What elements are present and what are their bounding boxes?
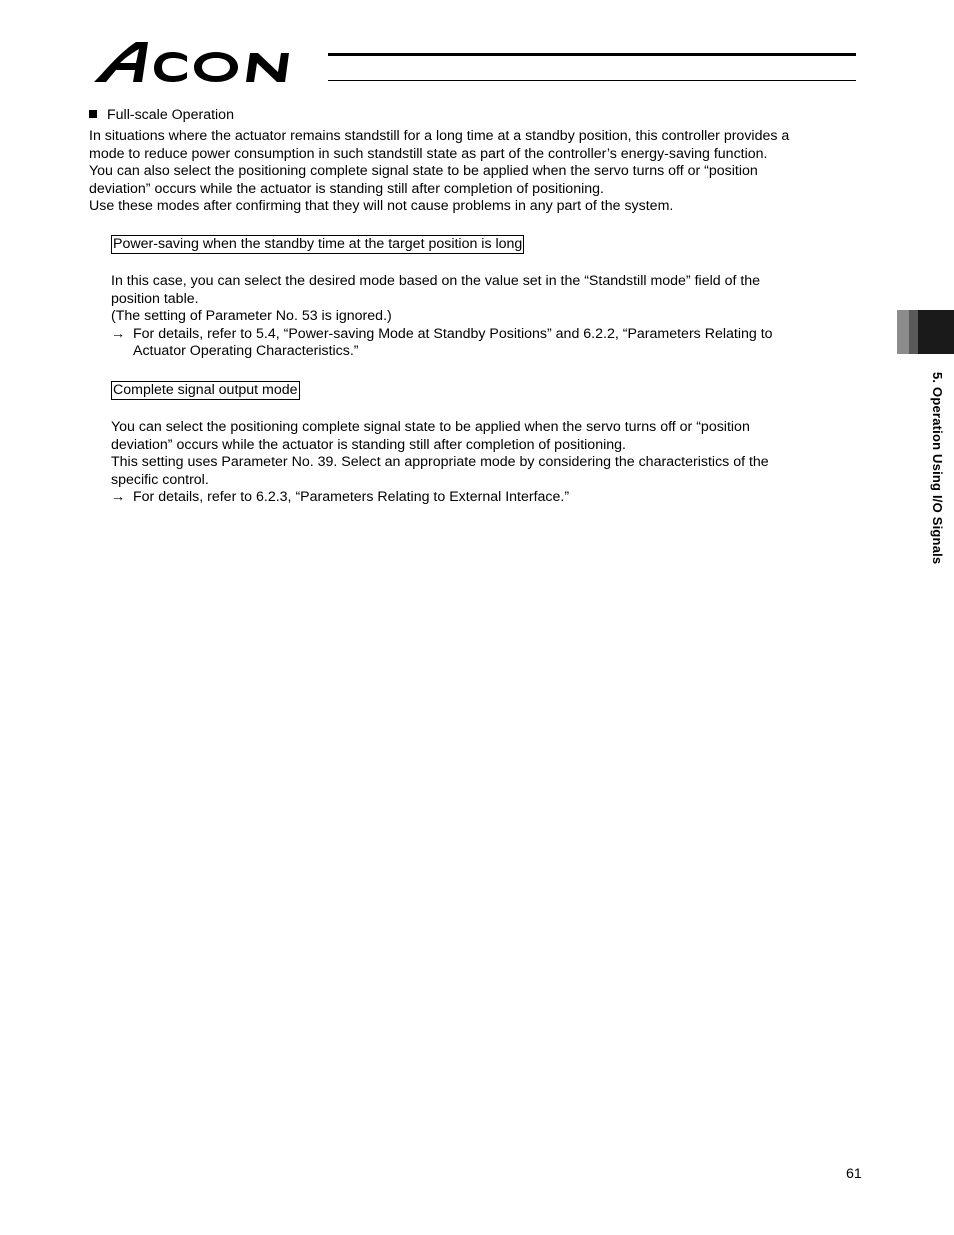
complete-signal-reference bbox=[111, 489, 769, 507]
header-rule-thick bbox=[328, 53, 856, 56]
complete-signal-line: This setting uses Parameter No. 39. Select an appropriate mode by considering the characteristics of the bbox=[111, 454, 769, 471]
acon-logo bbox=[92, 36, 332, 86]
intro-line: Use these modes after confirming that they will not cause problems in any part of the system. bbox=[89, 198, 674, 215]
power-saving-title: Power-saving when the standby time at the target position is long bbox=[113, 236, 523, 252]
complete-signal-title: Complete signal output mode bbox=[113, 382, 298, 398]
chapter-tab-light bbox=[897, 310, 909, 354]
intro-paragraph bbox=[89, 128, 789, 216]
power-saving-line: position table. bbox=[111, 290, 199, 307]
intro-line: You can also select the positioning complete signal state to be applied when the servo turns off or “position bbox=[89, 163, 758, 180]
complete-signal-body bbox=[111, 419, 769, 507]
complete-signal-line: specific control. bbox=[111, 471, 209, 488]
power-saving-reference bbox=[111, 326, 773, 361]
chapter-tab-dark bbox=[918, 310, 954, 354]
reference-line: For details, refer to 6.2.3, “Parameters Relating to External Interface.” bbox=[133, 489, 570, 506]
header-rule-thin bbox=[328, 80, 856, 81]
chapter-tab-mid bbox=[909, 310, 918, 354]
intro-line: mode to reduce power consumption in such standstill state as part of the controller’s energy-saving function. bbox=[89, 145, 768, 162]
reference-line: For details, refer to 5.4, “Power-saving Mode at Standby Positions” and 6.2.2, “Parameters Relating to bbox=[133, 325, 773, 342]
right-arrow-icon: → bbox=[111, 489, 126, 506]
chapter-label: 5. Operation Using I/O Signals bbox=[930, 372, 945, 565]
page-number: 61 bbox=[846, 1166, 862, 1182]
right-arrow-icon: → bbox=[111, 325, 126, 342]
intro-line: In situations where the actuator remains standstill for a long time at a standby position, this controller provides a bbox=[89, 128, 790, 144]
power-saving-line: In this case, you can select the desired mode based on the value set in the “Standstill mode” field of the bbox=[111, 273, 761, 289]
section-heading-text: Full-scale Operation bbox=[107, 107, 234, 123]
power-saving-line: (The setting of Parameter No. 53 is ignored.) bbox=[111, 308, 392, 325]
section-heading bbox=[89, 107, 234, 125]
complete-signal-line: You can select the positioning complete signal state to be applied when the servo turns off or “position bbox=[111, 419, 750, 435]
reference-line: Actuator Operating Characteristics.” bbox=[133, 343, 359, 360]
intro-line: deviation” occurs while the actuator is standing still after completion of positioning. bbox=[89, 180, 604, 197]
power-saving-body bbox=[111, 273, 773, 361]
complete-signal-line: deviation” occurs while the actuator is standing still after completion of positioning. bbox=[111, 436, 626, 453]
square-bullet-icon bbox=[89, 110, 97, 118]
